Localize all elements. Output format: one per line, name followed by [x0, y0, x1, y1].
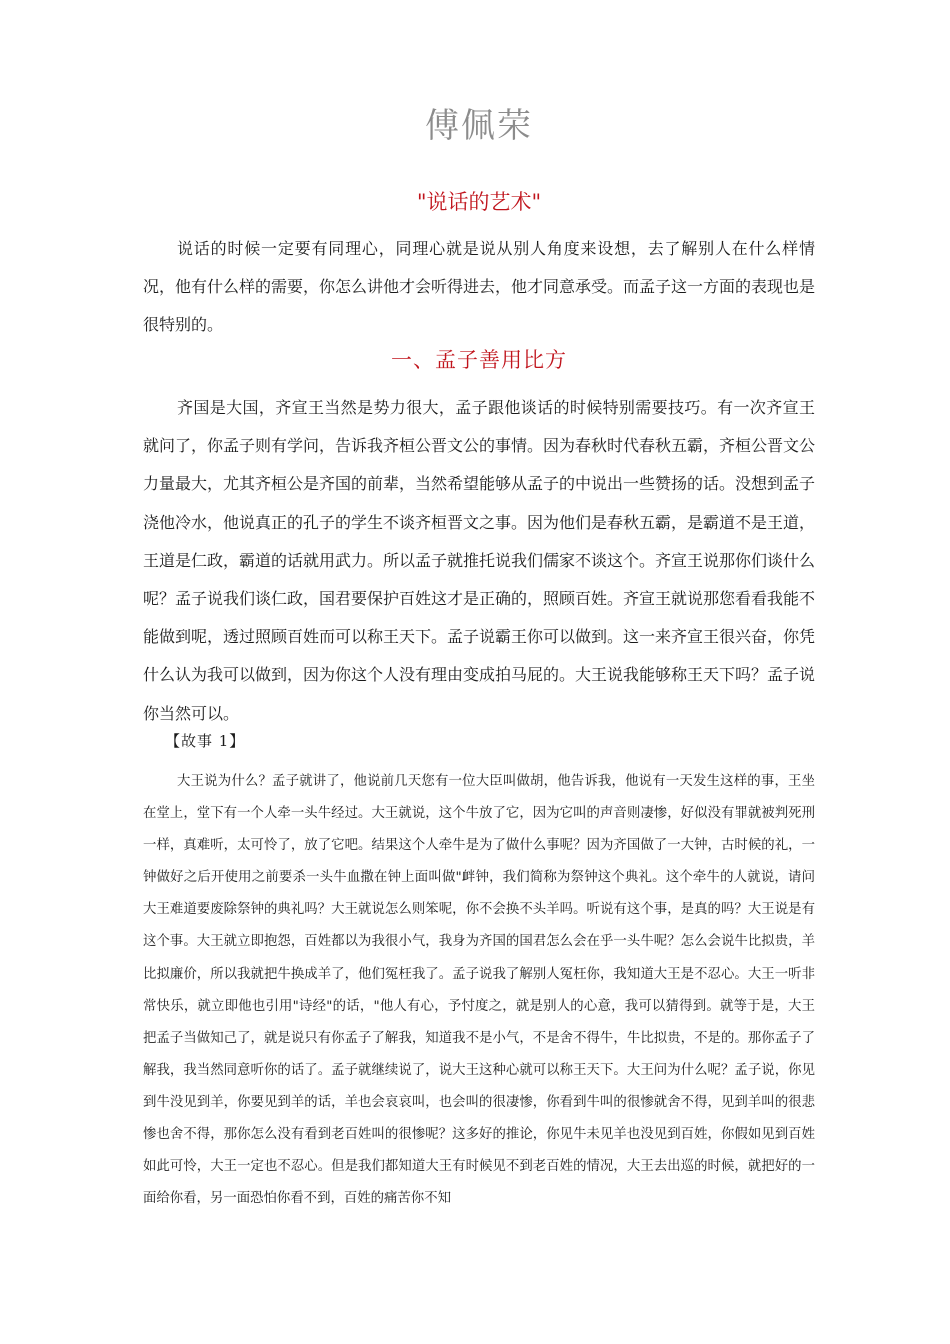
intro-paragraph: 说话的时候一定要有同理心，同理心就是说从别人角度来设想，去了解别人在什么样情况，他有什么样的需要，你怎么讲他才会听得进去，他才同意承受。而孟子这一方面的表现也是很特别的。 — [143, 239, 816, 334]
story-paragraph: 大王说为什么？孟子就讲了，他说前几天您有一位大臣叫做胡，他告诉我，他说有一天发生这样的事，王坐在堂上，堂下有一个人牵一头牛经过。大王就说，这个牛放了它，因为它叫的声音则凄惨，好似没有罪就被判死刑一样，真难听，太可怜了，放了它吧。结果这个人牵牛是为了做什么事呢？因为齐国做了一大钟，古时候的礼，一钟做好之后开使用之前要杀一头牛血撒在钟上面叫做"衅钟，我们简称为祭钟这个典礼。这个牵牛的人就说，请问大王难道要废除祭钟的典礼吗？大王就说怎么则笨呢，你不会换不头羊吗。听说有这个事，是真的吗？大王说是有这个事。大王就立即抱怨，百姓都以为我很小气，我身为齐国的国君怎么会在乎一头牛呢？怎么会说牛比拟贵，羊比拟廉价，所以我就把牛换成羊了，他们冤枉我了。孟子说我了解别人冤枉你，我知道大王是不忍心。大王一听非常快乐，就立即他也引用"诗经"的话，"他人有心，予忖度之，就是别人的心意，我可以猜得到。就等于是，大王把孟子当做知己了，就是说只有你孟子了解我，知道我不是小气，不是舍不得牛，牛比拟贵，不是的。那你孟子了解我，我当然同意听你的话了。孟子就继续说了，说大王这种心就可以称王天下。大王问为什么呢？孟子说，你见到牛没见到羊，你要见到羊的话，羊也会哀哀叫，也会叫的很凄惨，你看到牛叫的很惨就舍不得，见到羊叫的很悲惨也舍不得，那你怎么没有看到老百姓叫的很惨呢？这多好的推论，你见牛未见羊也没见到百姓，你假如见到百姓如此可怜，大王一定也不忍心。但是我们都知道大王有时候见不到老百姓的情况，大王去出巡的时候，就把好的一面给你看，另一面恐怕你看不到，百姓的痛苦你不知 — [143, 774, 815, 1207]
section-paragraph: 齐国是大国，齐宣王当然是势力很大，孟子跟他谈话的时候特别需要技巧。有一次齐宣王就问了，你孟子则有学问，告诉我齐桓公晋文公的事情。因为春秋时代春秋五霸，齐桓公晋文公力量最大，尤其齐桓公是齐国的前辈，当然希望能够从孟子的中说出一些赞扬的话。没想到孟子浇他冷水，他说真正的孔子的学生不谈齐桓晋文之事。因为他们是春秋五霸，是霸道不是王道，王道是仁政，霸道的话就用武力。所以孟子就推托说我们儒家不谈这个。齐宣王说那你们谈什么呢？孟子说我们谈仁政，国君要保护百姓这才是正确的，照顾百姓。齐宣王就说那您看看我能不能做到呢，透过照顾百姓而可以称王天下。孟子说霸王你可以做到。这一来齐宣王很兴奋，你凭什么认为我可以做到，因为你这个人没有理由变成拍马屁的。大王说我能够称王天下吗？孟子说你当然可以。 — [143, 398, 816, 723]
author-title: 傅佩荣 — [425, 106, 533, 146]
document-subtitle: "说话的艺术" — [416, 190, 542, 214]
story-label: 【故事 1】 — [165, 732, 246, 750]
section-heading: 一、孟子善用比方 — [391, 348, 567, 372]
